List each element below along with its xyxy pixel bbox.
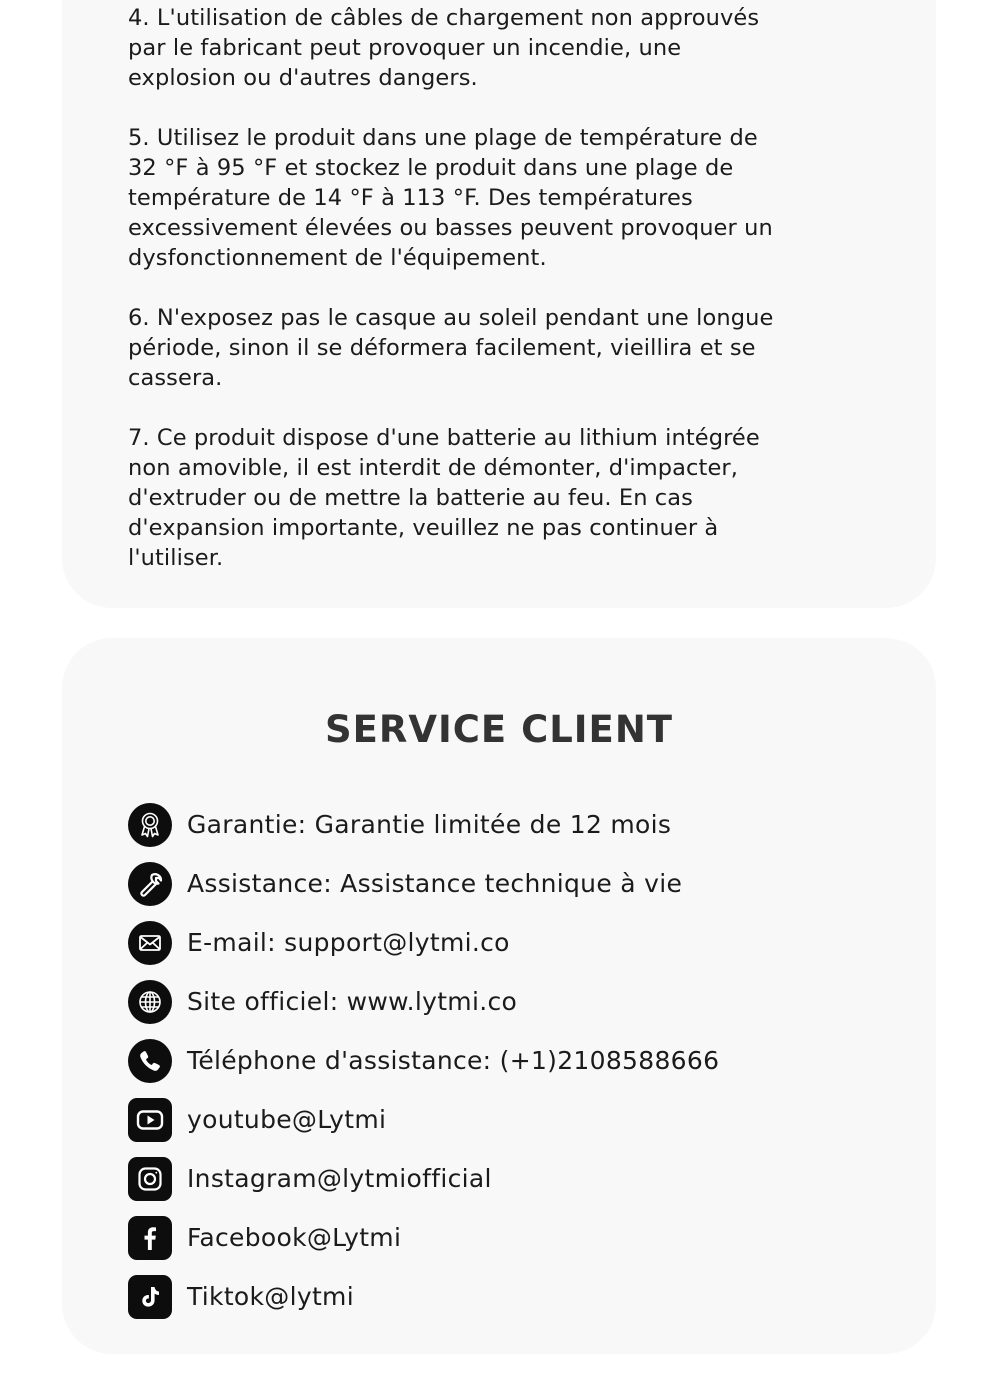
contact-phone-text[interactable]: Téléphone d'assistance: (+1)2108588666 (187, 1046, 720, 1075)
warnings-list (128, 3, 848, 603)
contact-warranty (128, 795, 888, 854)
warning-item-7: 7. Ce produit dispose d'une batterie au lithium intégrée non amovible, il est interdit de démonter, d'impacter, d'extruder ou de mettre la batterie au feu. En cas d'expansion importante, veuillez ne pas continuer à l'utiliser. (128, 425, 760, 571)
contact-assistance-text: Assistance: Assistance technique à vie (187, 869, 683, 898)
contact-youtube-text[interactable]: youtube@Lytmi (187, 1105, 387, 1134)
youtube-icon (128, 1098, 172, 1142)
envelope-icon (128, 921, 172, 965)
contact-website[interactable] (128, 972, 888, 1031)
contact-tiktok[interactable] (128, 1267, 888, 1326)
facebook-icon (128, 1216, 172, 1260)
customer-service-card (62, 638, 936, 1354)
phone-icon (128, 1039, 172, 1083)
safety-warnings-card (62, 0, 936, 608)
instagram-icon (128, 1157, 172, 1201)
contact-assistance (128, 854, 888, 913)
award-ribbon-icon (128, 803, 172, 847)
contact-email-text[interactable]: E-mail: support@lytmi.co (187, 928, 510, 957)
contact-facebook[interactable] (128, 1208, 888, 1267)
contact-instagram-text[interactable]: Instagram@lytmiofficial (187, 1164, 492, 1193)
contact-website-text[interactable]: Site officiel: www.lytmi.co (187, 987, 518, 1016)
contact-instagram[interactable] (128, 1149, 888, 1208)
wrench-icon (128, 862, 172, 906)
warning-item-5: 5. Utilisez le produit dans une plage de température de 32 °F à 95 °F et stockez le produit dans une plage de température de 14 °F à 113 °F. Des températures excessivement élevées ou basses peuvent provoquer un dysfonctionnement de l'équipement. (128, 125, 773, 271)
contact-phone[interactable] (128, 1031, 888, 1090)
warning-item-4: 4. L'utilisation de câbles de chargement non approuvés par le fabricant peut provoquer un incendie, une explosion ou d'autres dangers. (128, 5, 760, 91)
contact-email[interactable] (128, 913, 888, 972)
contact-list (128, 795, 888, 1326)
warning-item-6: 6. N'exposez pas le casque au soleil pendant une longue période, sinon il se déformera facilement, vieillira et se cassera. (128, 305, 774, 391)
contact-tiktok-text[interactable]: Tiktok@lytmi (187, 1282, 354, 1311)
globe-icon (128, 980, 172, 1024)
tiktok-icon (128, 1275, 172, 1319)
customer-service-title: SERVICE CLIENT (324, 708, 674, 751)
contact-youtube[interactable] (128, 1090, 888, 1149)
contact-facebook-text[interactable]: Facebook@Lytmi (187, 1223, 402, 1252)
contact-warranty-text: Garantie: Garantie limitée de 12 mois (187, 810, 672, 839)
